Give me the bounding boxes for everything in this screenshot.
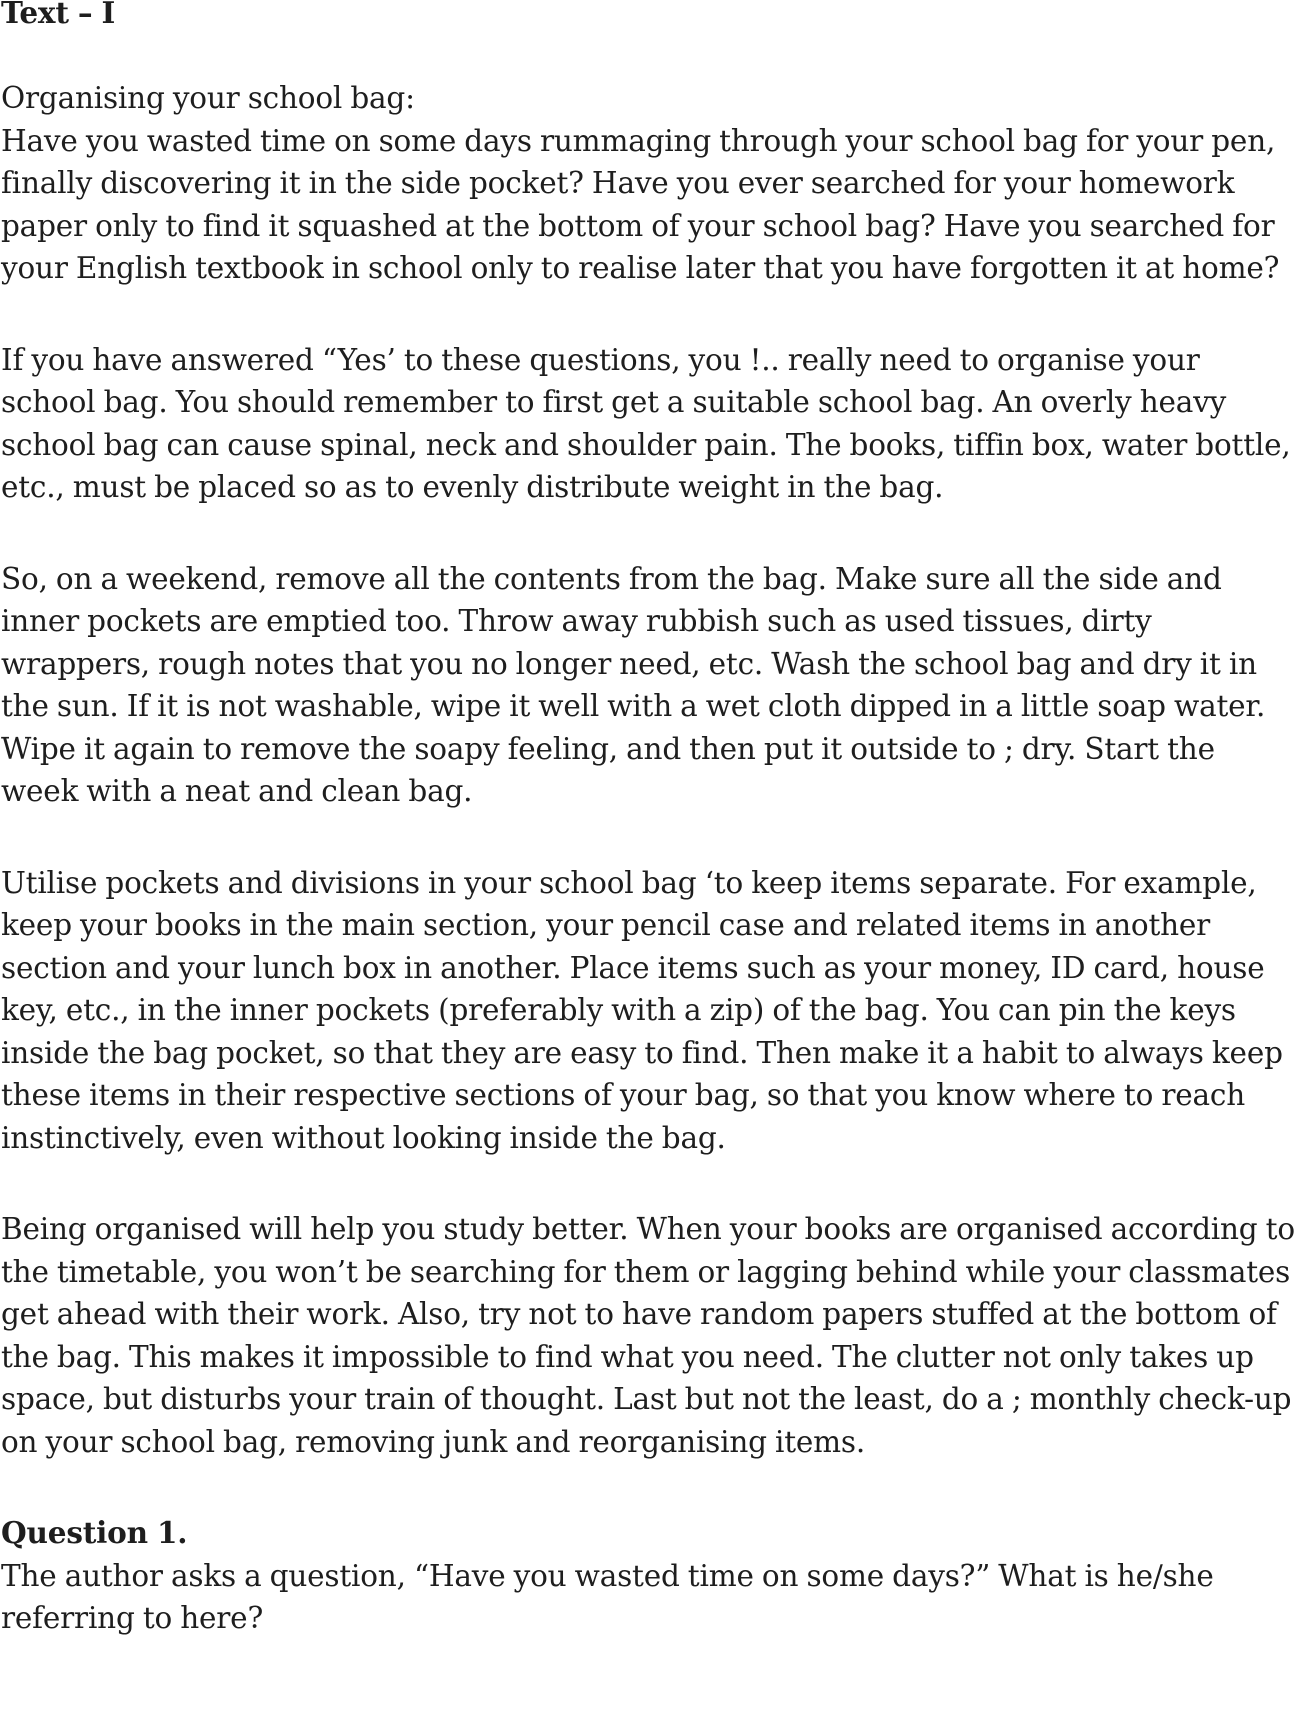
paragraph-intro: Organising your school bag: Have you wasted time on some days rummaging through your school bag for your pen, finally discovering it in the side pocket? Have you ever searched for your homework paper only to find it squashed at the bottom of your school bag? Have you searched for your English textbook in school only to realise later that you have forgotten it at home?	[1, 81, 1280, 285]
paragraph-utilise-pockets: Utilise pockets and divisions in your school bag ‘to keep items separate. For example, keep your books in the main section, your pencil case and related items in another section and your lunch box in another. Place items such as your money, ID card, house key, etc., in the inner pockets (preferably with a zip) of the bag. You can pin the keys inside the bag pocket, so that they are easy to find. Then make it a habit to always keep these items in their respective sections of your bag, so that you know where to reach instinctively, even without looking inside the bag.	[1, 865, 1283, 1155]
paragraph-weekend-cleaning: So, on a weekend, remove all the contents from the bag. Make sure all the side and inner pockets are emptied too. Throw away rubbish such as used tissues, dirty wrappers, rough notes that you no longer need, etc. Wash the school bag and dry it in the sun. If it is not washable, wipe it well with a wet cloth dipped in a little soap water. Wipe it again to remove the soapy feeling, and then put it outside to ; dry. Start the week with a neat and clean bag.	[1, 561, 1266, 808]
paragraph-being-organised: Being organised will help you study better. When your books are organised according to the timetable, you won’t be searching for them or lagging behind while your classmates get ahead with their work. Also, try not to have random papers stuffed at the bottom of the bag. This makes it impossible to find what you need. The clutter not only takes up space, but disturbs your train of thought. Last but not the least, do a ; monthly check-up on your school bag, removing junk and reorganising items.	[1, 1212, 1295, 1459]
text-title: Text – I	[1, 0, 116, 30]
question-title: Question 1.	[1, 1515, 188, 1550]
paragraph-answered-yes: If you have answered “Yes’ to these questions, you !.. really need to organise your school bag. You should remember to first get a suitable school bag. An overly heavy school bag can cause spinal, neck and shoulder pain. The books, tiffin box, water bottle, etc., must be placed so as to evenly distribute weight in the bag.	[1, 342, 1291, 504]
question-text: The author asks a question, “Have you wasted time on some days?” What is he/she referring to here?	[1, 1558, 1214, 1635]
